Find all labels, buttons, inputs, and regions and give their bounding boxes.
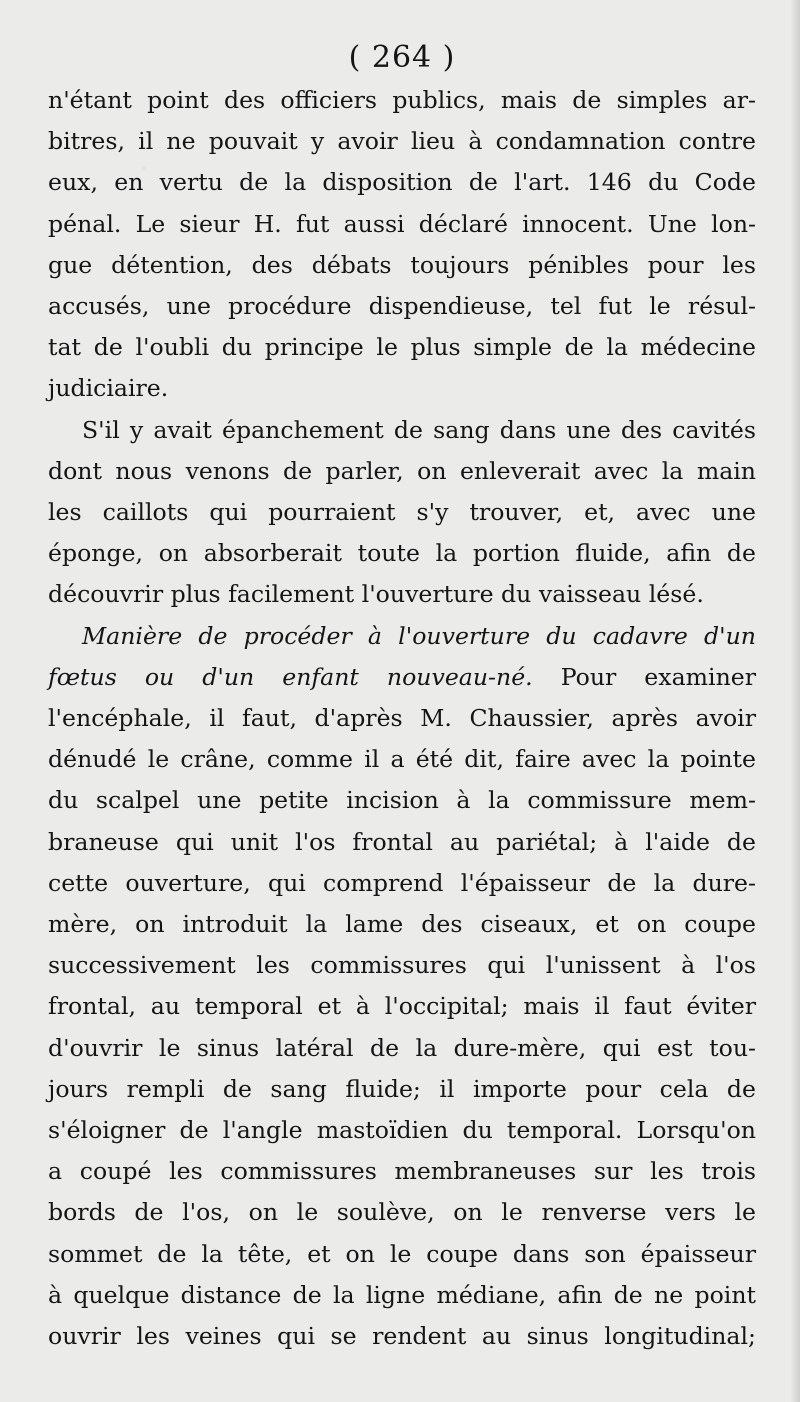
text-line: bitres, il ne pouvait y avoir lieu à condamnation contre <box>48 127 756 156</box>
page-text <box>48 80 756 1357</box>
section-heading-line: Manière de procéder à l'ouverture du cadavre d'un <box>82 621 756 650</box>
text-line-mixed <box>48 657 756 698</box>
text-line: ouvrir les veines qui se rendent au sinus longitudinal; <box>48 1322 756 1351</box>
text-line: pénal. Le sieur H. fut aussi déclaré innocent. Une lon- <box>48 209 756 238</box>
text-line: dénudé le crâne, comme il a été dit, faire avec la pointe <box>48 745 756 774</box>
text-line: tat de l'oubli du principe le plus simple de la médecine <box>48 333 756 362</box>
page-number: ( 264 ) <box>348 40 456 75</box>
text-line: s'éloigner de l'angle mastoïdien du temporal. Lorsqu'on <box>48 1116 756 1145</box>
text-line: frontal, au temporal et à l'occipital; mais il faut éviter <box>48 992 756 1021</box>
text-line: à quelque distance de la ligne médiane, afin de ne point <box>48 1280 756 1309</box>
text-line: S'il y avait épanchement de sang dans une des cavités <box>82 415 756 444</box>
text-line: dont nous venons de parler, on enleverait avec la main <box>48 456 756 485</box>
text-line: bords de l'os, on le soulève, on le renverse vers le <box>48 1198 756 1227</box>
text-line: les caillots qui pourraient s'y trouver, et, avec une <box>48 498 756 527</box>
text-line: successivement les commissures qui l'unissent à l'os <box>48 951 756 980</box>
text-line: gue détention, des débats toujours pénibles pour les <box>48 250 756 279</box>
text-line: mère, on introduit la lame des ciseaux, et on coupe <box>48 910 756 939</box>
text-line: jours rempli de sang fluide; il importe pour cela de <box>48 1074 756 1103</box>
text-line: accusés, une procédure dispendieuse, tel fut le résul- <box>48 292 756 321</box>
text-line: judiciaire. <box>48 374 169 403</box>
text-line: sommet de la tête, et on le coupe dans son épaisseur <box>48 1239 756 1268</box>
section-heading-end: fœtus ou d'un enfant nouveau-né. <box>48 662 533 691</box>
text-line: a coupé les commissures membraneuses sur les trois <box>48 1157 756 1186</box>
text-line: l'encéphale, il faut, d'après M. Chaussier, après avoir <box>48 704 756 733</box>
text-line: n'étant point des officiers publics, mais de simples ar- <box>48 86 756 114</box>
text-line: braneuse qui unit l'os frontal au pariétal; à l'aide de <box>48 827 756 856</box>
text-line: eux, en vertu de la disposition de l'art. 146 du Code <box>48 168 756 197</box>
text-line: cette ouverture, qui comprend l'épaisseur de la dure- <box>48 868 756 897</box>
text-line: d'ouvrir le sinus latéral de la dure-mère, qui est tou- <box>48 1033 756 1062</box>
text-fragment: Pour examiner <box>560 662 757 691</box>
text-line: éponge, on absorberait toute la portion fluide, afin de <box>48 539 756 568</box>
text-line: du scalpel une petite incision à la commissure mem- <box>48 786 756 815</box>
text-line: découvrir plus facilement l'ouverture du vaisseau lésé. <box>48 580 704 609</box>
